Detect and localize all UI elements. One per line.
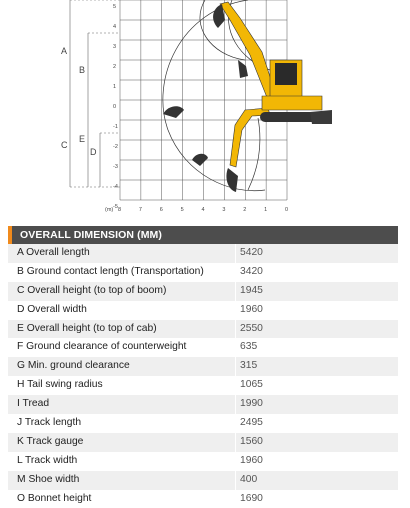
y-tick-label: -2 [113,144,118,150]
x-tick-label: 0 [285,207,289,213]
row-label: J Track length [17,417,82,429]
row-value: 2495 [235,414,398,433]
y-tick-label: 0 [113,104,117,110]
row-label: F Ground clearance of counterweight [17,341,187,353]
table-row [8,452,398,471]
table-body [8,244,398,508]
row-value: 3420 [235,263,398,282]
table-row [8,490,398,508]
row-label: L Track width [17,454,78,466]
y-tick-label: 1 [113,84,117,90]
row-label: B Ground contact length (Transportation) [17,265,204,277]
table-row [8,433,398,452]
working-range-arcs [163,0,270,191]
working-range-diagram [0,0,410,222]
y-tick-label: 3 [113,44,117,50]
row-value: 2550 [235,320,398,339]
dim-letter-b: B [79,65,86,75]
row-label: O Bonnet height [17,492,92,504]
table-row [8,301,398,320]
x-unit-label: (m) [105,207,114,213]
table-row [8,357,398,376]
row-value: 1945 [235,282,398,301]
bucket-bottom [192,154,208,166]
x-tick-label: 2 [243,207,247,213]
y-tick-label: -3 [113,164,118,170]
dim-letter-a: A [61,46,68,56]
row-value: 1960 [235,452,398,471]
x-tick-label: 4 [201,207,205,213]
row-label: K Track gauge [8,433,235,452]
y-tick-label: -4 [113,184,118,190]
dim-letter-c: C [61,140,68,150]
table-row [8,395,398,414]
x-tick-labels [118,207,288,213]
dim-letter-d: D [90,147,97,157]
y-tick-label: 5 [113,4,117,10]
excavator-arm-raised [213,2,276,100]
row-value: 635 [235,338,398,357]
x-tick-label: 3 [222,207,226,213]
row-label: A Overall length [8,244,235,263]
dim-letter-e: E [79,134,86,144]
x-tick-label: 7 [138,207,142,213]
table-row [8,471,398,490]
row-value: 1560 [235,433,398,452]
table-row [8,320,398,339]
row-label: H Tail swing radius [17,379,103,391]
row-label: G Min. ground clearance [8,357,235,376]
excavator-body [260,60,332,124]
row-label: I Tread [8,395,235,414]
row-value: 315 [235,357,398,376]
row-value: 5420 [235,244,398,263]
overall-dimension-table [8,226,398,508]
table-row [8,376,398,395]
row-value: 400 [235,471,398,490]
table-row [8,244,398,263]
y-tick-label: -5 [113,204,118,210]
row-value: 1990 [235,395,398,414]
y-tick-labels [113,4,118,210]
table-row [8,414,398,433]
row-label: M Shoe width [8,471,235,490]
row-label: C Overall height (to top of boom) [8,282,235,301]
row-value: 1690 [235,490,398,508]
table-header: OVERALL DIMENSION (MM) [8,226,398,244]
row-label: E Overall height (to top of cab) [8,320,235,339]
table-row [8,263,398,282]
x-tick-label: 8 [118,207,122,213]
x-tick-label: 1 [264,207,268,213]
bucket-left [163,106,184,118]
y-tick-label: 4 [113,24,117,30]
y-tick-label: -1 [113,124,118,130]
row-value: 1065 [235,376,398,395]
y-tick-label: 2 [113,64,117,70]
x-tick-label: 5 [180,207,184,213]
table-row [8,338,398,357]
table-row [8,282,398,301]
x-tick-label: 6 [159,207,163,213]
row-value: 1960 [235,301,398,320]
row-label: D Overall width [17,303,87,315]
